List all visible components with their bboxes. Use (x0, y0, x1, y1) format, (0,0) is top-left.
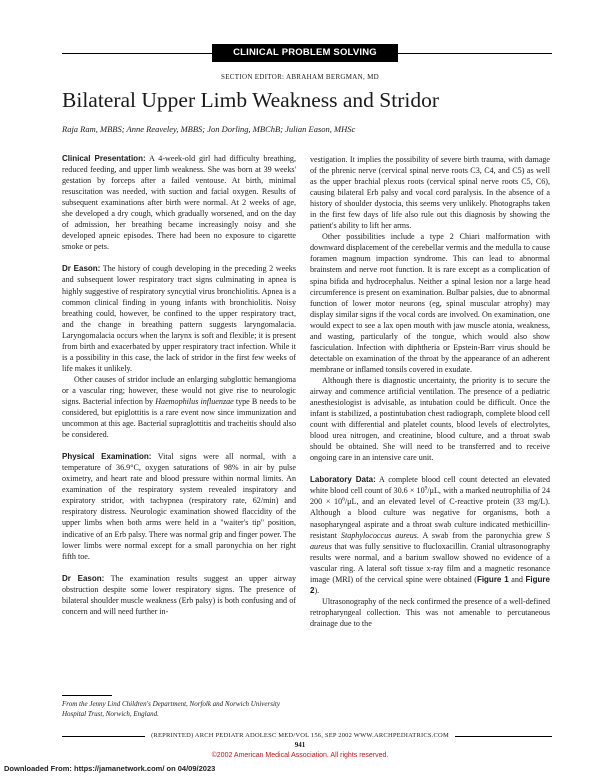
copyright-notice: ©2002 American Medical Association. All rights reserved. (211, 752, 389, 759)
page-number: 941 (294, 741, 306, 749)
text-run: that was fully sensitive to flucloxacillin. Cranial ultrasonography results were normal, and a barium swallow showed no evidence of a vascular ring. A lateral soft tissue x-ray film and a magnetic resonance image (MRI) of the cervical spine were obtained ( (310, 541, 550, 584)
figure-1-reference[interactable]: Figure 1 (476, 574, 509, 584)
paragraph-dr-eason-1 (62, 263, 296, 373)
lead-heading: Laboratory Data: (310, 475, 376, 485)
text-run: A swab from the paronychia grew (418, 530, 546, 540)
lead-heading: Dr Eason: (62, 573, 105, 583)
paragraph-text: A 4-week-old girl had difficulty breathing, reduced feeding, and upper limb weakness. She was born at 39 weeks' gestation by forceps after a failed ventouse. At birth, minimal resuscitation was needed, with suction and facial oxygen. Results of subsequent examinations after birth were normal. At 2 weeks of age, she developed a dry cough, which gradually worsened, and on the day of admission, her breathing became increasingly noisy and she developed apneic episodes. There had been no exposure to cigarette smoke or pets. (62, 154, 297, 252)
paragraph-airway-priority: Although there is diagnostic uncertainty, the priority is to secure the airway and commence artificial ventilation. The presence of a pediatric anesthesiologist is advisable, as intubation could be difficult. Once the infant is stabilized, a postintubation chest radiograph, complete blood cell count with differential and platelet counts, blood levels of electrolytes, blood urea nitrogen, and creatinine, blood culture, and a throat swab should be obtained. She will need to be transferred and to receive ongoing care in an intensive care unit. (310, 375, 550, 463)
section-banner: CLINICAL PROBLEM SOLVING (212, 44, 398, 62)
left-column (62, 153, 296, 617)
paragraph-physical-examination (62, 451, 296, 561)
paragraph-text: The history of cough developing in the preceding 2 weeks and subsequent lower respiratory tract signs culminating in apnea is highly suggestive of respiratory syncytial virus bronchiolitis. Apnea is a common clinical finding in young infants with bronchiolitis. Noisy breathing could, however, be confined to the upper respiratory tract, and the change in breathing pattern suggests laryngomalacia. Laryngomalacia occurs when the larynx is soft and flexible; it is present from birth and exacerbated by upper respiratory tract infection. While it is a possibility in this case, the lack of stridor in the first few weeks of life makes it unlikely. (62, 264, 296, 373)
section-editor: SECTION EDITOR: ABRAHAM BERGMAN, MD (221, 73, 379, 81)
lead-heading: Dr Eason: (62, 264, 101, 274)
text-run: ). (314, 585, 320, 595)
running-footer-text: (REPRINTED) ARCH PEDIATR ADOLESC MED/VOL 156, SEP 2002 WWW.ARCHPEDIATRICS.COM (145, 732, 455, 739)
paragraph-ultrasonography: Ultrasonography of the neck confirmed the presence of a well-defined retropharyngeal collection. This was not amenable to percutaneous drainage due to the (310, 596, 550, 628)
author-list: Raja Ram, MBBS; Anne Reaveley, MBBS; Jon Dorling, MBChB; Julian Eason, MHSc (62, 124, 356, 134)
paragraph-other-possibilities: Other possibilities include a type 2 Chiari malformation with downward displacement of the cerebellar vermis and the medulla to cause foramen magnum impaction syndrome. This can lead to abnormal brainstem and nerve root function. It is rare except as a complication of spina bifida and hydrocephalus. Neither a spinal lesion nor a large head circumference is present on examination. Bulbar palsies, due to abnormal function of lower motor neurons (eg, spinal muscular atrophy) may display similar signs if the vocal cords are involved. On examination, one would expect to see a lax open mouth with jaw muscle atonia, weakness, and wasting, particularly of the tongue, which would also show fasciculation. Infection with diphtheria or Epstein-Barr virus should be detectable on examination of the throat by the appearance of an adherent membrane or inflamed tonsils covered in exudate. (310, 232, 550, 374)
download-stamp: Downloaded From: https://jamanetwork.com/ on 04/09/2023 (4, 764, 216, 773)
superscript: 9 (424, 485, 428, 492)
paragraph-continuation: vestigation. It implies the possibility of severe birth trauma, with damage of the phrenic nerve (cervical spinal nerve roots C3, C4, and C5) as well as the upper brachial plexus roots (cervical spinal nerve roots C5, C6), causing bilateral Erb palsy and vocal cord paralysis. In the absence of a history of shoulder dystocia, this seems very unlikely. Photographs taken in the first few days of life also rule out this diagnosis by showing the patient's ability to lift her arms. (310, 155, 550, 231)
lead-heading: Physical Examination: (62, 452, 152, 462)
right-column (310, 154, 550, 629)
paragraph-laboratory-data (310, 474, 550, 596)
paragraph-dr-eason-2 (62, 573, 296, 617)
paragraph-clinical-presentation (62, 153, 296, 252)
affiliation-footnote: From the Jenny Lind Children's Department, Norfolk and Norwich University Hospital Trust, Norwich, England. (62, 700, 280, 718)
italic-organism: S aureus (310, 530, 551, 551)
text-run: /μL, with a marked neutrophilia of 24 200 × 10 (310, 486, 550, 507)
text-run: and (508, 574, 526, 584)
text-run: type B needs to be considered, but epiglottitis is a rare event now since immunization and uncommon at this age. Bacterial supraglottitis and tracheitis should also be considered. (62, 396, 296, 440)
italic-organism: Staphylococcus aureus. (340, 530, 419, 540)
paragraph-text: The examination results suggest an upper airway obstruction despite some lower respiratory signs. The presence of bilateral shoulder muscle weakness (Erb palsy) is both confusing and of concern and will need further in- (62, 573, 296, 616)
article-title: Bilateral Upper Limb Weakness and Stridor (62, 88, 440, 112)
running-footer (0, 732, 600, 739)
text-run: /μL, and an elevated level of C-reactive protein (33 mg/L). Although a blood culture was negative for organisms, both a nasopharyngeal aspirate and a throat swab culture indicated methicillin-resistant (310, 497, 550, 540)
paragraph-text: Vital signs were all normal, with a temperature of 36.9°C, oxygen saturations of 98% in air by pulse oximetry, and heart rate and blood pressure within normal limits. An examination of the respiratory system revealed inspiratory and expiratory stridor, with tachypnea (respiratory rate, 62/min) and respiratory distress. Neurologic examination showed flaccidity of the upper limbs when both arms were held in a "waiter's tip" position, indicative of an Erb palsy. There was normal grip and finger power. The lower limbs were normal except for a small paronychia on her right fifth toe. (62, 452, 296, 561)
text-run: A complete blood cell count detected an elevated white blood cell count of 30.6 × 10 (310, 475, 551, 496)
superscript: 6 (342, 496, 345, 503)
italic-organism: Haemophilus influenzae (155, 396, 234, 406)
text-run: Other causes of stridor include an enlarging subglottic hemangioma or a vascular ring; however, these would not give rise to neurologic signs. Bacterial infection by (62, 374, 296, 406)
lead-heading: Clinical Presentation: (62, 154, 146, 163)
paragraph-stridor-causes (62, 374, 296, 440)
figure-2-reference[interactable]: Figure 2 (310, 574, 550, 595)
footnote-rule (62, 695, 112, 696)
